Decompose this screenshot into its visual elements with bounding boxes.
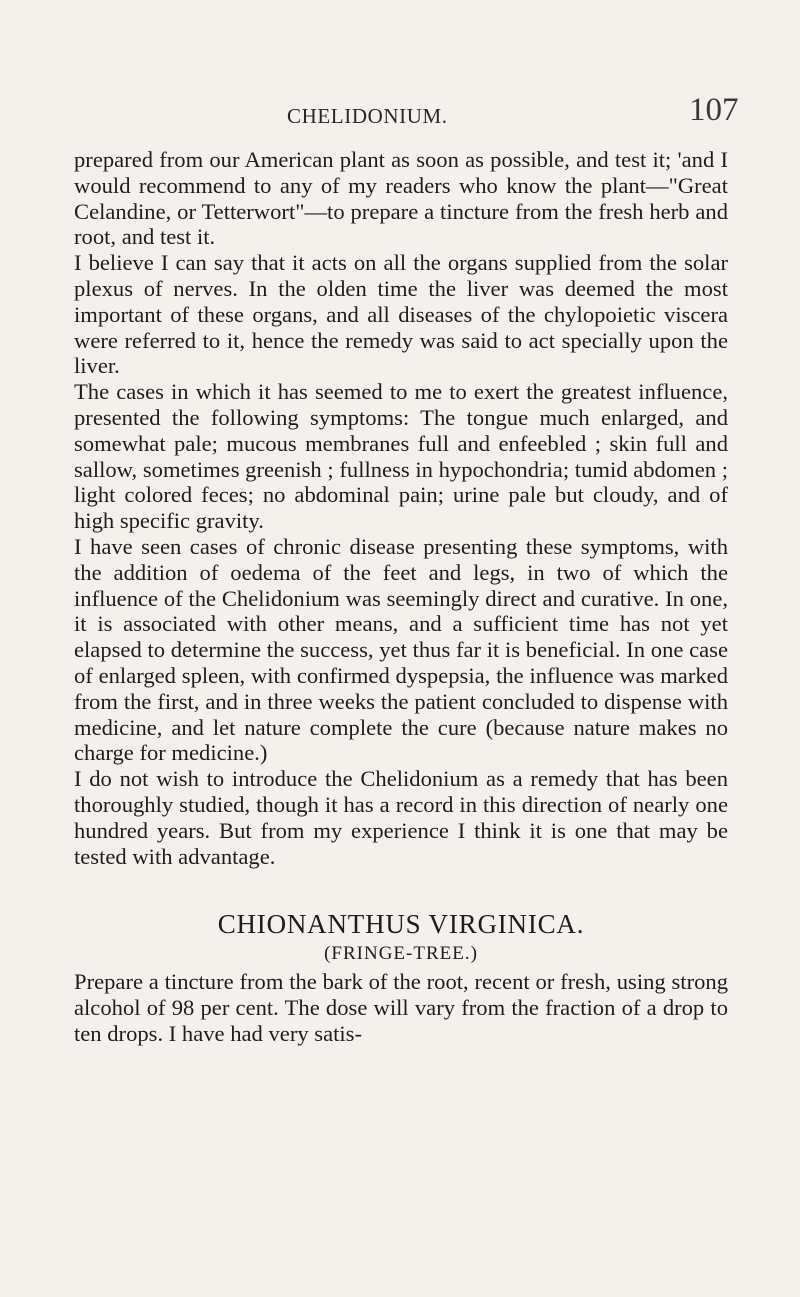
paragraph-solar-plexus: I believe I can say that it acts on all the organs supplied from the solar plexus of nerves. In the olden time the liver was deemed the most important of these organs, and all diseases of the chylopoietic viscera were referred to it, hence the remedy was said to act specially upon the liver. bbox=[74, 250, 728, 379]
page-number: 107 bbox=[689, 92, 739, 128]
paragraph-continuation: prepared from our American plant as soon as possible, and test it; 'and I would recommend to any of my readers who know the plant—"Great Celandine, or Tetterwort"—to prepare a tincture from the fresh herb and root, and test it. bbox=[74, 147, 728, 250]
running-title: CHELIDONIUM. bbox=[287, 104, 448, 128]
section-heading: CHIONANTHUS VIRGINICA. bbox=[217, 909, 585, 940]
paragraph-tincture: Prepare a tincture from the bark of the root, recent or fresh, using strong alcohol of 98 per cent. The dose will vary from the fraction of a drop to ten drops. I have had very satis- bbox=[74, 969, 728, 1046]
text-block bbox=[74, 147, 728, 1047]
paragraph-chronic-cases: I have seen cases of chronic disease presenting these symptoms, with the addition of oedema of the feet and legs, in two of which the influence of the Chelidonium was seemingly direct and curative. In one, it is associated with other means, and a sufficient time has not yet elapsed to determine the success, yet thus far it is beneficial. In one case of enlarged spleen, with confirmed dyspepsia, the influence was marked from the first, and in three weeks the patient concluded to dispense with medicine, and let nature complete the cure (because nature makes no charge for medicine.) bbox=[74, 533, 728, 766]
running-head bbox=[0, 92, 800, 140]
paragraph-recommendation: I do not wish to introduce the Chelidonium as a remedy that has been thoroughly studied, though it has a record in this direction of nearly one hundred years. But from my experience I think it is one that may be tested with advantage. bbox=[74, 766, 728, 869]
section-subheading: (FRINGE-TREE.) bbox=[324, 943, 478, 965]
paragraph-symptoms: The cases in which it has seemed to me to exert the greatest influence, presented the following symptoms: The tongue much enlarged, and somewhat pale; mucous membranes full and enfeebled ; skin full and sallow, sometimes greenish ; fullness in hypochondria; tumid abdomen ; light colored feces; no abdominal pain; urine pale but cloudy, and of high specific gravity. bbox=[74, 379, 728, 534]
